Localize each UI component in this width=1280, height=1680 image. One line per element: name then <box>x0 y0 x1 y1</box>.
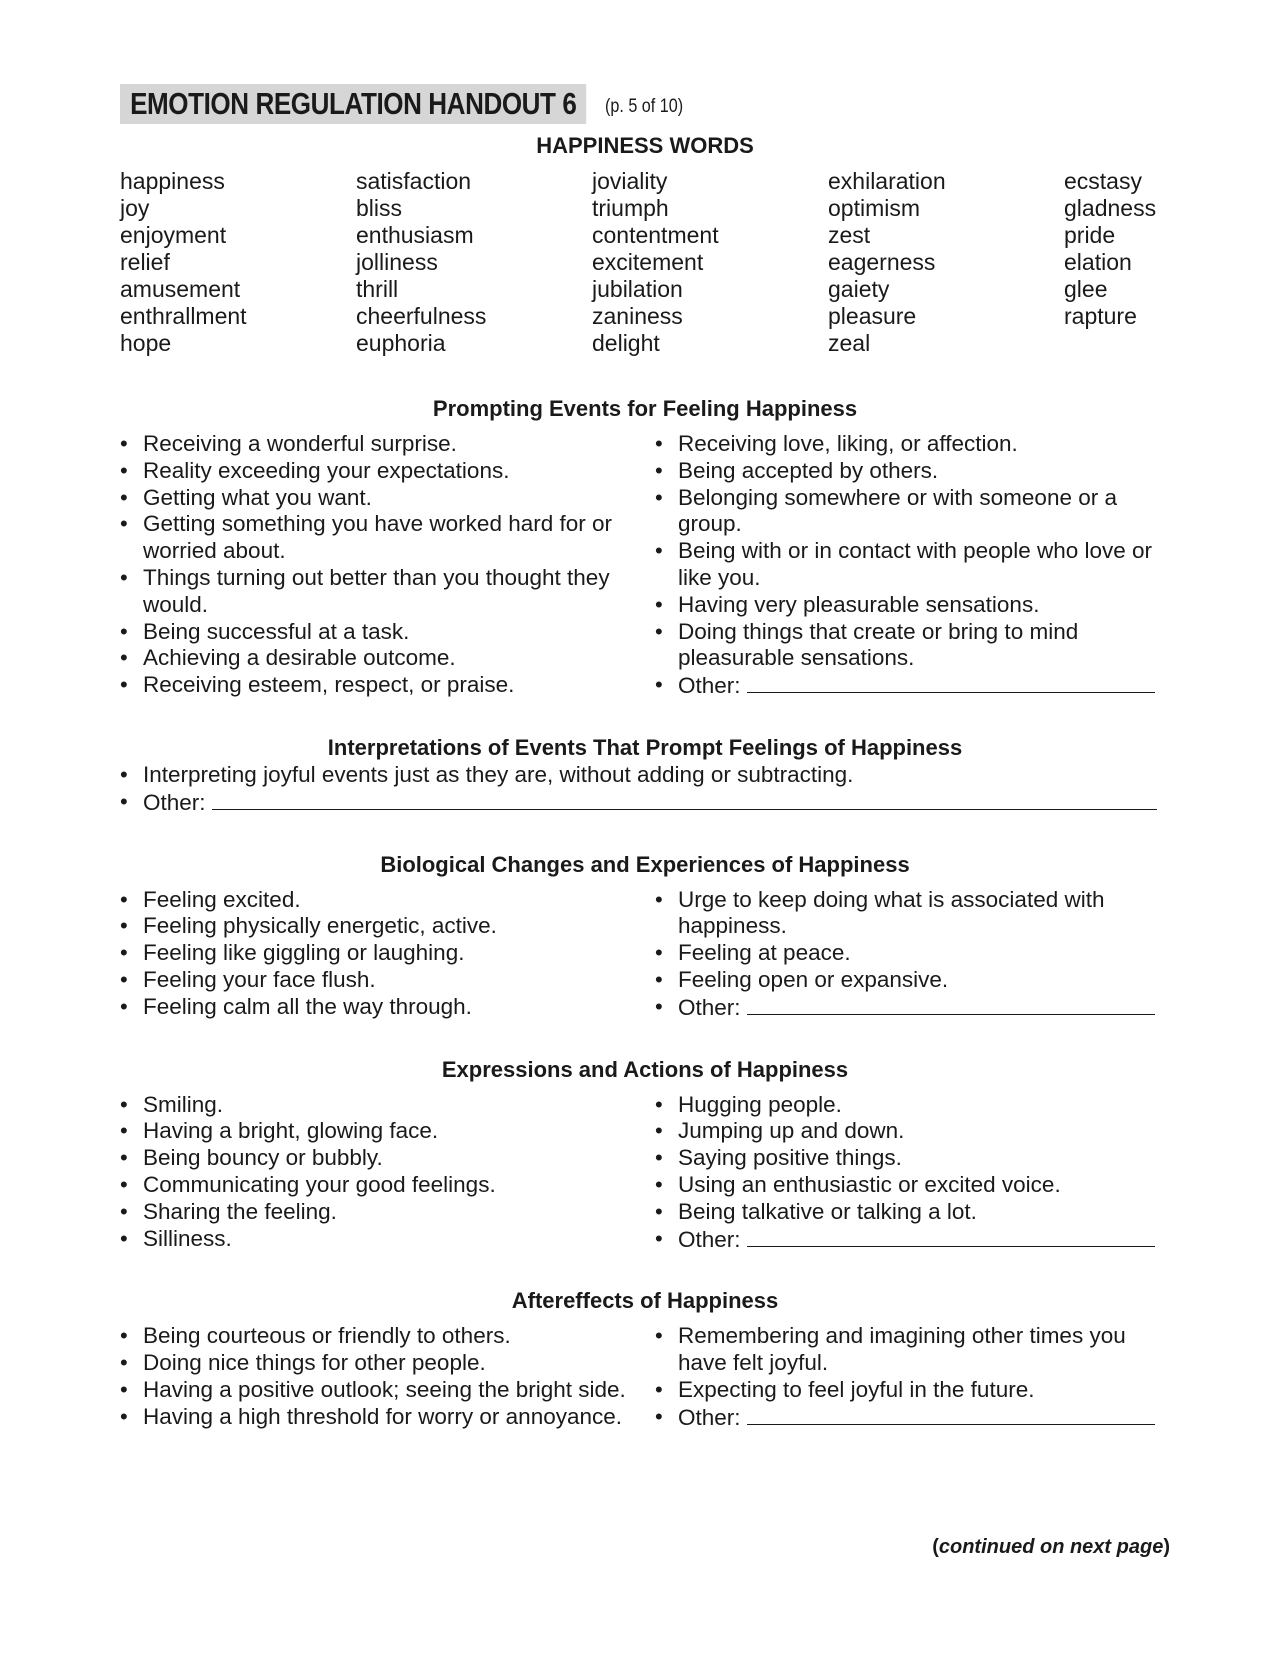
continued-footer <box>120 1536 1170 1559</box>
word: joviality <box>592 168 668 194</box>
other-blank-line[interactable] <box>212 789 1157 810</box>
word: elation <box>1064 249 1132 275</box>
word: cheerfulness <box>356 303 487 329</box>
interpretations-list <box>120 762 1170 817</box>
list-item: • Urge to keep doing what is associated with happiness. <box>655 887 1170 941</box>
word: exhilaration <box>828 168 946 194</box>
biological-changes-left <box>120 887 655 1022</box>
list-item: • Feeling your face flush. <box>120 967 655 994</box>
continued-note: continued on next page <box>938 1536 1164 1558</box>
other-blank-line[interactable] <box>747 1404 1155 1425</box>
prompting-events-right <box>655 431 1170 700</box>
word: delight <box>592 330 660 356</box>
footer-paren-close: ) <box>1163 1536 1170 1558</box>
biological-changes-title: Biological Changes and Experiences of Happiness <box>380 851 910 877</box>
other-label: Other: <box>678 673 741 699</box>
list-item: • Being courteous or friendly to others. <box>120 1323 655 1350</box>
list-item: • Getting what you want. <box>120 485 655 512</box>
word: relief <box>120 249 170 275</box>
word: bliss <box>356 195 403 221</box>
list-item: • Having a bright, glowing face. <box>120 1118 655 1145</box>
footer-paren-open: ( <box>932 1536 939 1558</box>
list-item: • Hugging people. <box>655 1092 1170 1119</box>
expressions-actions-list <box>120 1092 1170 1254</box>
other-item <box>655 1404 1170 1432</box>
word: ecstasy <box>1064 168 1142 194</box>
list-item: • Receiving love, liking, or affection. <box>655 431 1170 458</box>
list-item: • Feeling like giggling or laughing. <box>120 940 655 967</box>
word: zaniness <box>592 303 683 329</box>
aftereffects-left <box>120 1323 655 1431</box>
word: contentment <box>592 222 719 248</box>
list-item: • Feeling physically energetic, active. <box>120 913 655 940</box>
word: happiness <box>120 168 225 194</box>
word: pride <box>1064 222 1116 248</box>
biological-changes-list <box>120 887 1170 1022</box>
other-label: Other: <box>678 1404 741 1430</box>
happiness-words-title: HAPPINESS WORDS <box>536 133 754 158</box>
other-label: Other: <box>143 789 206 815</box>
word: satisfaction <box>356 168 472 194</box>
list-item: • Communicating your good feelings. <box>120 1172 655 1199</box>
word: triumph <box>592 195 669 221</box>
word: enjoyment <box>120 222 227 248</box>
word: amusement <box>120 276 241 302</box>
expressions-actions-right <box>655 1092 1170 1254</box>
list-item: • Things turning out better than you thought they would. <box>120 565 655 619</box>
interpretations-title: Interpretations of Events That Prompt Feelings of Happiness <box>327 734 963 760</box>
aftereffects-title: Aftereffects of Happiness <box>511 1288 779 1314</box>
handout-header <box>120 84 1170 124</box>
list-item: • Having very pleasurable sensations. <box>655 592 1170 619</box>
word: joy <box>120 195 150 221</box>
word: pleasure <box>828 303 917 329</box>
words-column-1 <box>120 168 356 357</box>
happiness-words-grid <box>120 168 1170 357</box>
list-item: • Expecting to feel joyful in the future. <box>655 1377 1170 1404</box>
biological-changes-right <box>655 887 1170 1022</box>
page-indicator: (p. 5 of 10) <box>605 96 684 117</box>
list-item: • Receiving esteem, respect, or praise. <box>120 672 655 699</box>
list-item: • Sharing the feeling. <box>120 1199 655 1226</box>
list-item: • Remembering and imagining other times you have felt joyful. <box>655 1323 1170 1377</box>
other-blank-line[interactable] <box>747 1226 1155 1247</box>
other-item <box>655 994 1170 1022</box>
list-item: • Feeling excited. <box>120 887 655 914</box>
word: enthrallment <box>120 303 247 329</box>
other-item <box>655 1226 1170 1254</box>
handout-title: EMOTION REGULATION HANDOUT 6 <box>120 84 587 124</box>
expressions-actions-title: Expressions and Actions of Happiness <box>441 1056 849 1082</box>
list-item: • Receiving a wonderful surprise. <box>120 431 655 458</box>
words-column-3 <box>592 168 828 357</box>
other-label: Other: <box>678 994 741 1020</box>
list-item: • Interpreting joyful events just as they are, without adding or subtracting. <box>120 762 1170 789</box>
list-item: • Jumping up and down. <box>655 1118 1170 1145</box>
list-item: • Doing things that create or bring to mind pleasurable sensations. <box>655 619 1170 673</box>
list-item: • Feeling open or expansive. <box>655 967 1170 994</box>
other-item <box>120 789 1170 817</box>
handout-page <box>120 84 1170 1432</box>
word: rapture <box>1064 303 1137 329</box>
list-item: • Achieving a desirable outcome. <box>120 645 655 672</box>
list-item: • Being talkative or talking a lot. <box>655 1199 1170 1226</box>
words-column-5 <box>1064 168 1280 357</box>
words-column-2 <box>356 168 592 357</box>
list-item: • Saying positive things. <box>655 1145 1170 1172</box>
word: zeal <box>828 330 871 356</box>
list-item: • Silliness. <box>120 1226 655 1253</box>
list-item: • Reality exceeding your expectations. <box>120 458 655 485</box>
word: euphoria <box>356 330 446 356</box>
list-item: • Using an enthusiastic or excited voice. <box>655 1172 1170 1199</box>
list-item: • Being accepted by others. <box>655 458 1170 485</box>
list-item: • Feeling at peace. <box>655 940 1170 967</box>
list-item: • Smiling. <box>120 1092 655 1119</box>
list-item: • Having a high threshold for worry or annoyance. <box>120 1404 655 1431</box>
word: jolliness <box>356 249 438 275</box>
list-item: • Doing nice things for other people. <box>120 1350 655 1377</box>
other-blank-line[interactable] <box>747 672 1155 693</box>
aftereffects-right <box>655 1323 1170 1431</box>
list-item: • Belonging somewhere or with someone or a group. <box>655 485 1170 539</box>
words-column-4 <box>828 168 1064 357</box>
word: zest <box>828 222 871 248</box>
word: jubilation <box>592 276 683 302</box>
word: excitement <box>592 249 704 275</box>
list-item: • Feeling calm all the way through. <box>120 994 655 1021</box>
word: enthusiasm <box>356 222 474 248</box>
list-item: • Being successful at a task. <box>120 619 655 646</box>
word: hope <box>120 330 172 356</box>
word: optimism <box>828 195 921 221</box>
list-item: • Being with or in contact with people who love or like you. <box>655 538 1170 592</box>
aftereffects-list <box>120 1323 1170 1431</box>
prompting-events-left <box>120 431 655 700</box>
other-blank-line[interactable] <box>747 994 1155 1015</box>
other-item <box>655 672 1170 700</box>
list-item: • Having a positive outlook; seeing the bright side. <box>120 1377 655 1404</box>
prompting-events-title: Prompting Events for Feeling Happiness <box>432 396 858 421</box>
word: glee <box>1064 276 1108 302</box>
word: thrill <box>356 276 399 302</box>
other-label: Other: <box>678 1226 741 1252</box>
expressions-actions-left <box>120 1092 655 1254</box>
word: eagerness <box>828 249 936 275</box>
list-item: • Getting something you have worked hard for or worried about. <box>120 511 655 565</box>
word: gaiety <box>828 276 890 302</box>
prompting-events-list <box>120 431 1170 700</box>
list-item: • Being bouncy or bubbly. <box>120 1145 655 1172</box>
word: gladness <box>1064 195 1157 221</box>
